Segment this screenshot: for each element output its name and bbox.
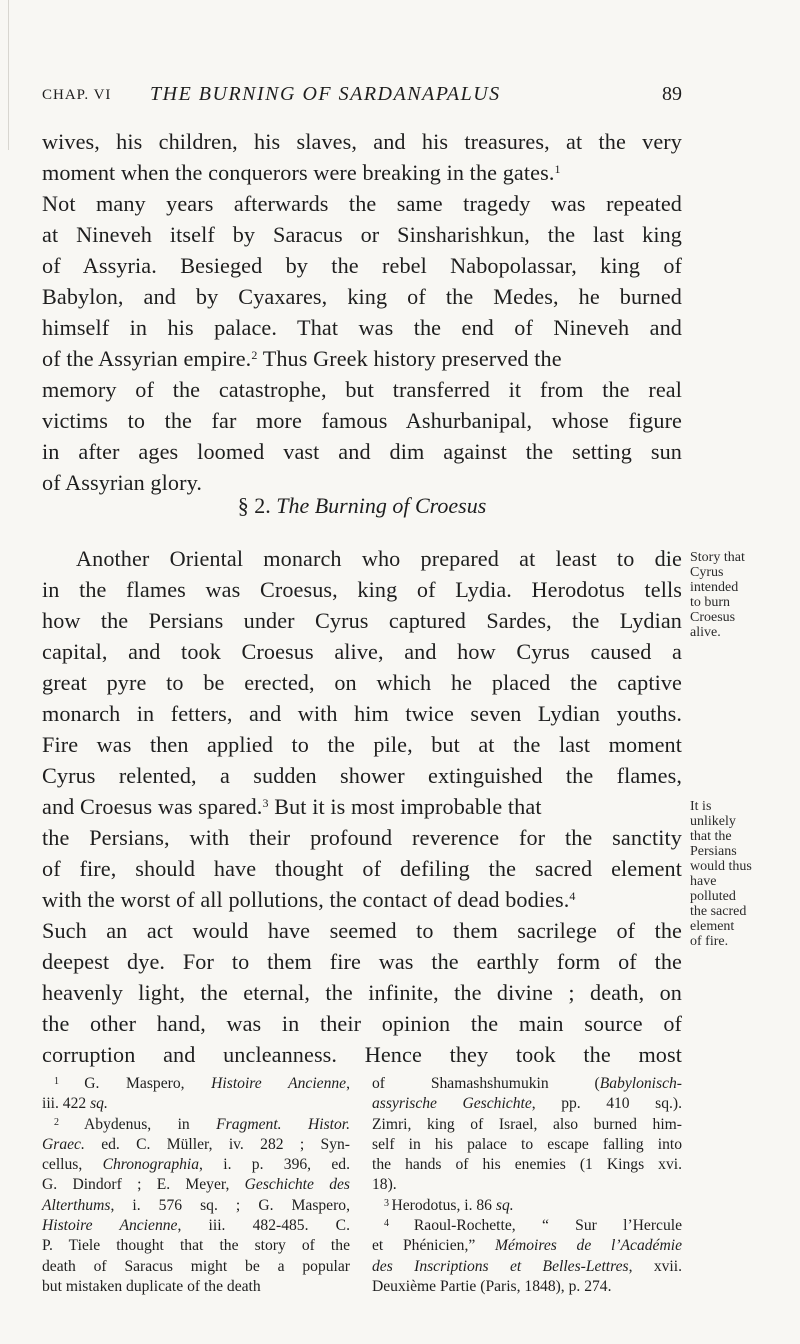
margin-note-line: Persians — [690, 844, 737, 859]
text-line: deepest dye. For to them fire was the earthly form of the — [42, 949, 682, 974]
margin-note-line: unlikely — [690, 814, 736, 829]
footnote-line: Zimri, king of Israel, also burned him- — [372, 1115, 682, 1133]
text-line: corruption and uncleanness. Hence they took the most — [42, 1042, 682, 1067]
text-line: capital, and took Croesus alive, and how Cyrus caused a — [42, 639, 682, 664]
margin-note-line: Croesus — [690, 610, 736, 625]
margin-note-line: It is — [690, 799, 712, 814]
text-line: of Assyria. Besieged by the rebel Nabopolassar, king of — [42, 253, 682, 278]
chapter-label: CHAP. VI — [42, 87, 112, 103]
footnote-line: Alterthums, i. 576 sq. ; G. Maspero, — [42, 1196, 350, 1214]
margin-note-line: Cyrus — [690, 565, 724, 580]
text-line: victims to the far more famous Ashurbanipal, whose figure — [42, 408, 682, 433]
footnote-ref[interactable]: 3 — [262, 796, 269, 810]
text-line: in after ages loomed vast and dim against the setting sun — [42, 439, 682, 464]
footnote-line: cellus, Chronographia, i. p. 396, ed. — [42, 1156, 350, 1174]
running-title: THE BURNING OF SARDANAPALUS — [150, 83, 501, 105]
footnote-line: des Inscriptions et Belles-Lettres, xvii. — [372, 1257, 682, 1275]
footnote-line: $^2$ Abydenus, in Fragment. Histor. — [54, 1115, 351, 1133]
text-line: how the Persians under Cyrus captured Sardes, the Lydian — [42, 608, 682, 633]
margin-note-line: polluted — [690, 889, 736, 904]
text-line: great pyre to be erected, on which he placed the captive — [42, 670, 682, 695]
section-title: The Burning of Croesus — [276, 493, 487, 518]
footnote-line: P. Tiele thought that the story of the — [42, 1237, 350, 1255]
margin-note-unlikely — [690, 799, 795, 949]
margin-note-line: to burn — [690, 595, 731, 610]
footnote-line: of Shamashshumukin (Babylonisch- — [372, 1075, 682, 1092]
footnote-ref[interactable]: 2 — [251, 348, 258, 362]
footnote-line: assyrische Geschichte, pp. 410 sq.). — [372, 1095, 682, 1113]
text-line: Another Oriental monarch who prepared at least to die — [76, 546, 682, 571]
text-line: Cyrus relented, a sudden shower extinguished the flames, — [42, 763, 682, 788]
footnote-line: Graec. ed. C. Müller, iv. 282 ; Syn- — [42, 1135, 350, 1153]
margin-note-story — [690, 550, 795, 640]
text-line: Babylon, and by Cyaxares, king of the Medes, he burned — [42, 284, 682, 309]
text-line: with the worst of all pollutions, the contact of dead bodies.$^4$ — [42, 887, 576, 912]
footnote-line: self in his palace to escape falling into — [372, 1135, 682, 1153]
footnote-line: $^1$ G. Maspero, Histoire Ancienne, — [54, 1075, 350, 1092]
footnote-line: Deuxième Partie (Paris, 1848), p. 274. — [372, 1277, 612, 1295]
text-line: at Nineveh itself by Saracus or Sinsharishkun, the last king — [42, 222, 682, 247]
margin-note-line: would thus — [690, 859, 752, 874]
text-line: the other hand, was in their opinion the main source of — [42, 1011, 682, 1036]
section-number: 2. — [254, 493, 271, 518]
margin-note-line: element — [690, 919, 735, 934]
text-line: himself in his palace. That was the end of Nineveh and — [42, 315, 682, 340]
text-line: and Croesus was spared.$^3$ But it is most improbable that — [42, 794, 542, 819]
footnotes-right-column — [372, 1074, 682, 1297]
margin-note-line: have — [690, 874, 717, 889]
section-symbol: § — [237, 493, 249, 518]
text-line: moment when the conquerors were breaking in the gates.$^1$ — [42, 160, 561, 185]
text-line: heavenly light, the eternal, the infinite, the divine ; death, on — [42, 980, 682, 1005]
text-line: monarch in fetters, and with him twice seven Lydian youths. — [42, 701, 682, 726]
text-line: in the flames was Croesus, king of Lydia. Herodotus tells — [42, 577, 682, 602]
text-line: Such an act would have seemed to them sacrilege of the — [42, 918, 682, 943]
footnote-line: Histoire Ancienne, iii. 482-485. C. — [42, 1217, 350, 1235]
margin-note-line: alive. — [690, 625, 721, 640]
footnote-line: death of Saracus might be a popular — [42, 1257, 350, 1275]
footnote-marker: 2 — [54, 1116, 85, 1128]
footnote-line: et Phénicien,” Mémoires de l’Académie — [372, 1237, 682, 1255]
page-edge-shadow — [8, 0, 9, 150]
footnote-marker: 3 — [384, 1197, 392, 1209]
footnote-ref[interactable]: 1 — [554, 162, 561, 176]
text-line: Not many years afterwards the same tragedy was repeated — [42, 191, 682, 216]
text-line: of Assyrian glory. — [42, 470, 202, 495]
margin-note-line: intended — [690, 580, 739, 595]
text-line: of fire, should have thought of defiling the sacred element — [42, 856, 682, 881]
footnote-marker: 1 — [54, 1076, 85, 1087]
footnote-line: $^3$ Herodotus, i. 86 sq. — [384, 1196, 514, 1214]
footnote-line: iii. 422 sq. — [42, 1095, 108, 1113]
page-number: 89 — [662, 83, 682, 105]
footnote-line: the hands of his enemies (1 Kings xvi. — [372, 1156, 682, 1174]
footnotes-left-column — [42, 1074, 350, 1297]
footnote-line: G. Dindorf ; E. Meyer, Geschichte des — [42, 1176, 350, 1194]
footnote-marker: 4 — [384, 1218, 414, 1230]
text-line: memory of the catastrophe, but transferred it from the real — [42, 377, 682, 402]
running-head — [42, 83, 682, 113]
footnote-line: $^4$ Raoul-Rochette, “ Sur l’Hercule — [384, 1217, 683, 1235]
text-line: of the Assyrian empire.$^2$ Thus Greek history preserved the — [42, 346, 562, 371]
margin-note-line: that the — [690, 829, 732, 844]
margin-note-line: the sacred — [690, 904, 747, 919]
text-line: wives, his children, his slaves, and his treasures, at the very — [42, 129, 682, 154]
text-line: Fire was then applied to the pile, but at the last moment — [42, 732, 682, 757]
footnote-ref[interactable]: 4 — [569, 889, 576, 903]
text-line: the Persians, with their profound reverence for the sanctity — [42, 825, 682, 850]
margin-note-line: Story that — [690, 550, 745, 565]
footnote-line: 18). — [372, 1176, 397, 1194]
margin-note-line: of fire. — [690, 934, 729, 949]
section-heading — [42, 493, 682, 519]
footnote-line: but mistaken duplicate of the death — [42, 1277, 261, 1295]
